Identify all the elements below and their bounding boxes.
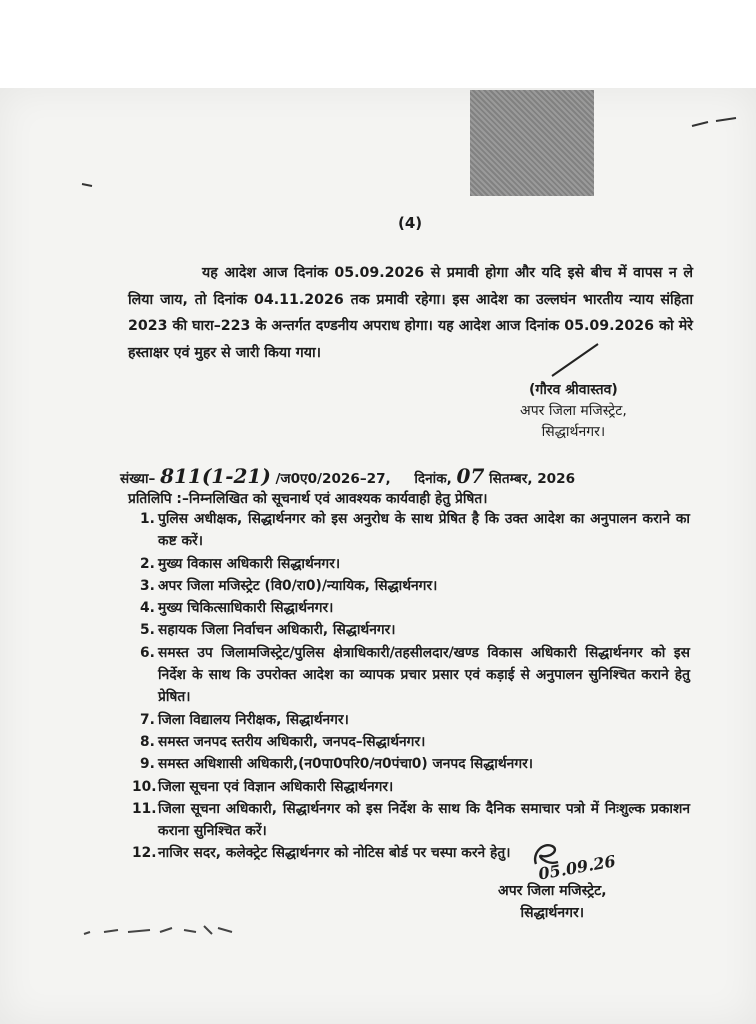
signatory-block [520, 380, 627, 443]
list-item: 10. जिला सूचना एवं विज्ञान अधिकारी सिद्धार्थनगर। [132, 778, 394, 795]
list-item: 4. मुख्य चिकित्साधिकारी सिद्धार्थनगर। [140, 600, 334, 617]
redacted-stamp [470, 90, 594, 196]
reference-date-label: दिनांक, [414, 471, 452, 487]
list-item: 5. सहायक जिला निर्वाचन अधिकारी, सिद्धार्थनगर। [140, 622, 396, 639]
margin-scribble-small [80, 178, 100, 192]
page-number: (4) [398, 214, 423, 232]
copy-list [130, 508, 690, 865]
list-item: 7. जिला विद्यालय निरीक्षक, सिद्धार्थनगर। [140, 711, 349, 728]
reference-month-year: सितम्बर, 2026 [489, 471, 576, 487]
reference-code: /ज0ए0/2026–27, [275, 471, 391, 487]
reference-number: 811(1-21) [160, 464, 271, 488]
list-item: 2. मुख्य विकास अधिकारी सिद्धार्थनगर। [140, 555, 341, 572]
reference-day: 07 [456, 464, 485, 488]
closing-designation: अपर जिला मजिस्ट्रेट, [498, 883, 607, 899]
list-item: 12. नाजिर सदर, कलेक्ट्रेट सिद्धार्थनगर को नोटिस बोर्ड पर चस्पा करने हेतु। [132, 845, 511, 862]
signatory-place: सिद्धार्थनगर। [541, 424, 606, 440]
list-item: 11. जिला सूचना अधिकारी, सिद्धार्थनगर को इस निर्देश के साथ कि दैनिक समाचार पत्रो में निःशुल्क प्रकाशन कराना सुनिश्चित करें। [132, 800, 690, 840]
list-item: 1. पुलिस अधीक्षक, सिद्धार्थनगर को इस अनुरोध के साथ प्रेषित है कि उक्त आदेश का अनुपालन कराने का कष्ट करें। [140, 511, 690, 550]
reference-line [120, 464, 575, 488]
closing-place: सिद्धार्थनगर। [520, 905, 585, 921]
list-item: 6. समस्त उप जिलामजिस्ट्रेट/पुलिस क्षेत्राधिकारी/तहसीलदार/खण्ड विकास अधिकारी सिद्धार्थनगर को इस निर्देश के साथ कि उपरोक्त आदेश का व्यापक प्रचार प्रसार एवं कड़ाई से अनुपालन सुनिश्चित कराने हेतु प्रेषित। [140, 644, 690, 706]
reference-label: संख्या– [120, 471, 156, 487]
signatory-name: (गौरव श्रीवास्तव) [528, 382, 618, 398]
closing-handwritten-date: 05.09.26 [536, 851, 617, 884]
list-item: 3. अपर जिला मजिस्ट्रेट (वि0/रा0)/न्यायिक, सिद्धार्थनगर। [140, 577, 438, 594]
list-item: 9. समस्त अधिशासी अधिकारी,(न0पा0परि0/न0पंचा0) जनपद सिद्धार्थनगर। [140, 756, 533, 773]
bottom-scribble [0, 908, 260, 948]
list-item: 8. समस्त जनपद स्तरीय अधिकारी, जनपद–सिद्धार्थनगर। [140, 733, 426, 750]
order-paragraph: यह आदेश आज दिनांक 05.09.2026 से प्रमावी होगा और यदि इसे बीच में वापस न ले लिया जाय, तो दिनांक 04.11.2026 तक प्रमावी रहेगा। इस आदेश का उल्लघंन भारतीय न्याय संहिता 2023 की घारा–223 के अन्तर्गत दण्डनीय अपराध होगा। यह आदेश आज दिनांक 05.09.2026 को मेरे हस्ताक्षर एवं मुहर से जारी किया गया। [128, 265, 693, 361]
copy-heading: प्रतिलिपि :–निम्नलिखित को सूचनार्थ एवं आवश्यक कार्यवाही हेतु प्रेषित। [128, 491, 488, 507]
closing-signatory-block [498, 880, 607, 924]
signature-stroke [548, 340, 608, 380]
signatory-designation: अपर जिला मजिस्ट्रेट, [520, 403, 627, 419]
margin-scribble [690, 112, 740, 132]
